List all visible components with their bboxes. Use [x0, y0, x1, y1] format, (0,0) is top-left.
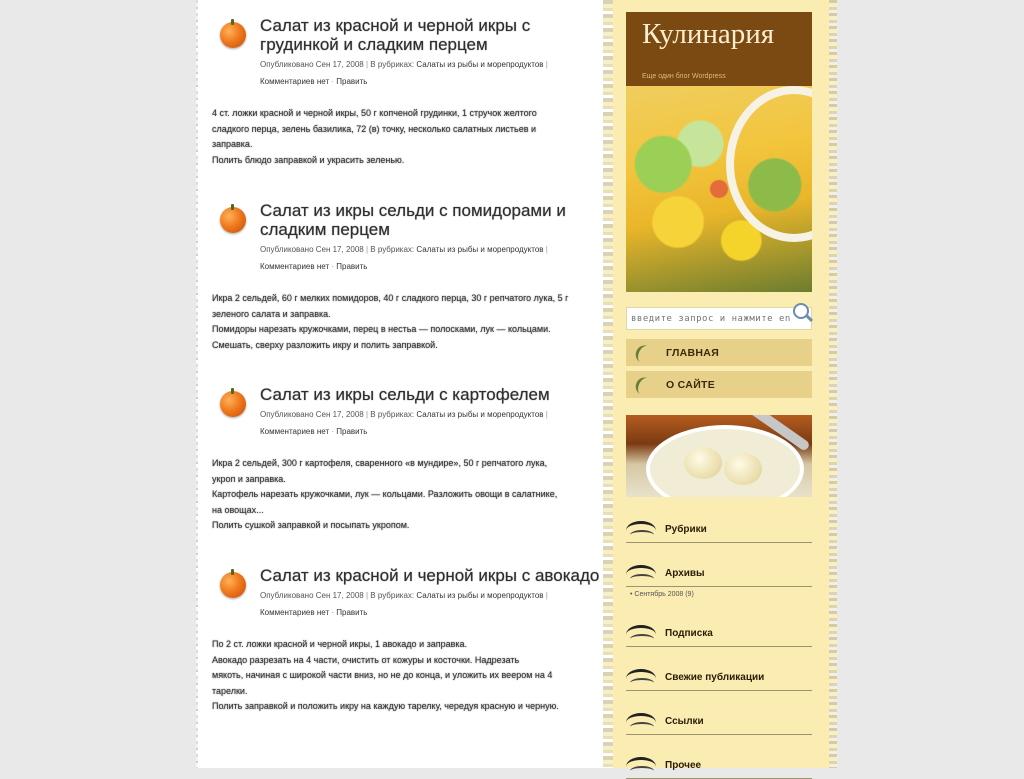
- category-link[interactable]: Салаты из рыбы и морепродуктов: [416, 591, 544, 600]
- post-body-line: Полить заправкой и положить икру на каждую тарелку, чередуя красную и черную.: [212, 701, 559, 711]
- widget-links: [626, 708, 812, 735]
- swoosh-icon: [626, 518, 656, 540]
- post-title[interactable]: Салат из красной и черной икры с грудинкой и сладким перцем: [260, 16, 531, 54]
- post-in-label: В рубриках:: [370, 60, 415, 69]
- post-title[interactable]: Салат из красной и черной икры с авокадо: [260, 566, 600, 585]
- comments-link[interactable]: Комментариев нет: [260, 262, 330, 271]
- nav-item-home[interactable]: [626, 339, 812, 366]
- widget-categories: [626, 516, 812, 543]
- dumpling: [684, 447, 722, 479]
- archive-link[interactable]: • Сентябрь 2008 (9): [630, 591, 812, 598]
- swoosh-icon: [626, 710, 656, 732]
- header-food-image: [626, 86, 812, 292]
- post-in-label: В рубриках:: [370, 410, 415, 419]
- post-body-line: Авокадо разрезать на 4 части, очистить от кожуры и косточки. Надрезать: [212, 654, 520, 665]
- post-in-label: В рубриках:: [370, 591, 415, 600]
- comments-link[interactable]: Комментариев нет: [260, 427, 330, 436]
- orange-icon: [220, 391, 246, 417]
- post-meta: Опубликовано Сен 17, 2008 | В рубриках: Салаты из рыбы и морепродуктов | Комментариев нет · Править: [260, 591, 548, 617]
- nav-label: ГЛАВНАЯ: [666, 346, 720, 359]
- post-body-line: на овощах...: [212, 504, 264, 515]
- edit-link[interactable]: Править: [336, 77, 368, 86]
- search-icon[interactable]: [793, 303, 809, 319]
- post-body-line: Помидоры нарезать кружочками, перец в нестьа — полосками, лук — кольцами.: [212, 324, 551, 334]
- post-title[interactable]: Салат из икры сельди с картофелем: [260, 385, 550, 404]
- post-body-line: Икра 2 сельдей, 60 г мелких помидоров, 40 г сладкого перца, 30 г репчатого лука, 5 г: [212, 293, 569, 303]
- leaf-icon: [630, 374, 654, 396]
- leaf-icon: [630, 342, 654, 364]
- sidebar-right-edge: [829, 0, 837, 768]
- swoosh-icon: [626, 622, 656, 644]
- widget-title[interactable]: Подписка: [665, 627, 713, 639]
- post-published: Опубликовано Сен 17, 2008: [260, 60, 364, 69]
- comments-link[interactable]: Комментариев нет: [260, 77, 330, 86]
- post: [208, 201, 612, 353]
- site-tagline: Еще один блог Wordpress: [642, 73, 726, 80]
- widget-title[interactable]: Свежие публикации: [665, 671, 765, 683]
- edit-link[interactable]: Править: [336, 608, 368, 617]
- post-body-line: Икра 2 сельдей, 300 г картофеля, сваренного «в мундире», 50 г репчатого лука,: [212, 458, 548, 468]
- category-link[interactable]: Салаты из рыбы и морепродуктов: [416, 60, 544, 69]
- widget-archives: [626, 560, 812, 598]
- post: [208, 566, 612, 715]
- site-title[interactable]: Кулинария: [642, 18, 775, 50]
- post-body-line: зеленого салата и заправка.: [212, 308, 331, 319]
- category-link[interactable]: Салаты из рыбы и морепродуктов: [416, 410, 544, 419]
- post-body: [212, 291, 612, 353]
- post-title[interactable]: Салат из икры сельди с помидорами и сладким перцем: [260, 201, 566, 239]
- post-body-line: Смешать, сверху разложить икру и полить заправкой.: [212, 339, 438, 350]
- post-body-line: укроп и заправка.: [212, 473, 286, 484]
- widget-title[interactable]: Архивы: [665, 567, 705, 579]
- post-body-line: 4 ст. ложки красной и черной икры, 50 г копченой грудинки, 1 стручок желтого: [212, 108, 537, 118]
- post-body-line: заправка.: [212, 139, 253, 149]
- comments-link[interactable]: Комментариев нет: [260, 608, 330, 617]
- nav-item-about[interactable]: [626, 371, 812, 398]
- orange-icon: [220, 207, 246, 233]
- widget-subscribe: [626, 620, 812, 647]
- plate-rim: [726, 86, 812, 242]
- search-box: [626, 307, 812, 330]
- post-body-line: Полить блюдо заправкой и украсить зеленью.: [212, 154, 405, 165]
- edit-link[interactable]: Править: [336, 262, 368, 271]
- widget-recent-posts: [626, 664, 812, 691]
- post-meta: Опубликовано Сен 17, 2008 | В рубриках: Салаты из рыбы и морепродуктов | Комментариев нет · Править: [260, 60, 548, 86]
- swoosh-icon: [626, 754, 656, 776]
- widget-title[interactable]: Ссылки: [665, 715, 704, 727]
- post-body-line: тарелки.: [212, 685, 248, 696]
- post-body: [212, 456, 612, 534]
- orange-icon: [220, 572, 246, 598]
- site-header[interactable]: [626, 12, 812, 86]
- edit-link[interactable]: Править: [336, 427, 368, 436]
- post: [208, 16, 612, 168]
- post-meta: Опубликовано Сен 17, 2008 | В рубриках: Салаты из рыбы и морепродуктов | Комментариев нет · Править: [260, 245, 548, 271]
- post-meta: Опубликовано Сен 17, 2008 | В рубриках: Салаты из рыбы и морепродуктов | Комментариев нет · Править: [260, 410, 548, 436]
- widget-title[interactable]: Рубрики: [665, 523, 707, 535]
- dumpling: [724, 453, 762, 485]
- post-published: Опубликовано Сен 17, 2008: [260, 410, 364, 419]
- post-body-line: сладкого перца, зелень базилика, 72 (в) точку, несколько салатных листьев и: [212, 123, 537, 134]
- soup-image: [626, 415, 812, 497]
- swoosh-icon: [626, 562, 656, 584]
- widget-other: [626, 752, 812, 779]
- post-body-line: Полить сушкой заправкой и посыпать укропом.: [212, 520, 410, 530]
- search-input[interactable]: [627, 309, 795, 330]
- post-body-line: Картофель нарезать кружочками, лук — кольцами. Разложить овощи в салатнике,: [212, 489, 558, 499]
- post-body: [212, 106, 612, 168]
- category-link[interactable]: Салаты из рыбы и морепродуктов: [416, 245, 544, 254]
- orange-icon: [220, 22, 246, 48]
- post-published: Опубликовано Сен 17, 2008: [260, 245, 364, 254]
- post: [208, 385, 612, 534]
- post-body-line: По 2 ст. ложки красной и черной икры, 1 авокадо и заправка.: [212, 639, 468, 649]
- post-body: [212, 637, 612, 715]
- post-body-line: мякоть, начиная с широкой части вниз, но не до конца, и уложить их веером на 4: [212, 670, 553, 680]
- widget-title[interactable]: Прочее: [665, 759, 702, 771]
- post-in-label: В рубриках:: [370, 245, 415, 254]
- nav-label: О САЙТЕ: [666, 378, 716, 391]
- post-published: Опубликовано Сен 17, 2008: [260, 591, 364, 600]
- swoosh-icon: [626, 666, 656, 688]
